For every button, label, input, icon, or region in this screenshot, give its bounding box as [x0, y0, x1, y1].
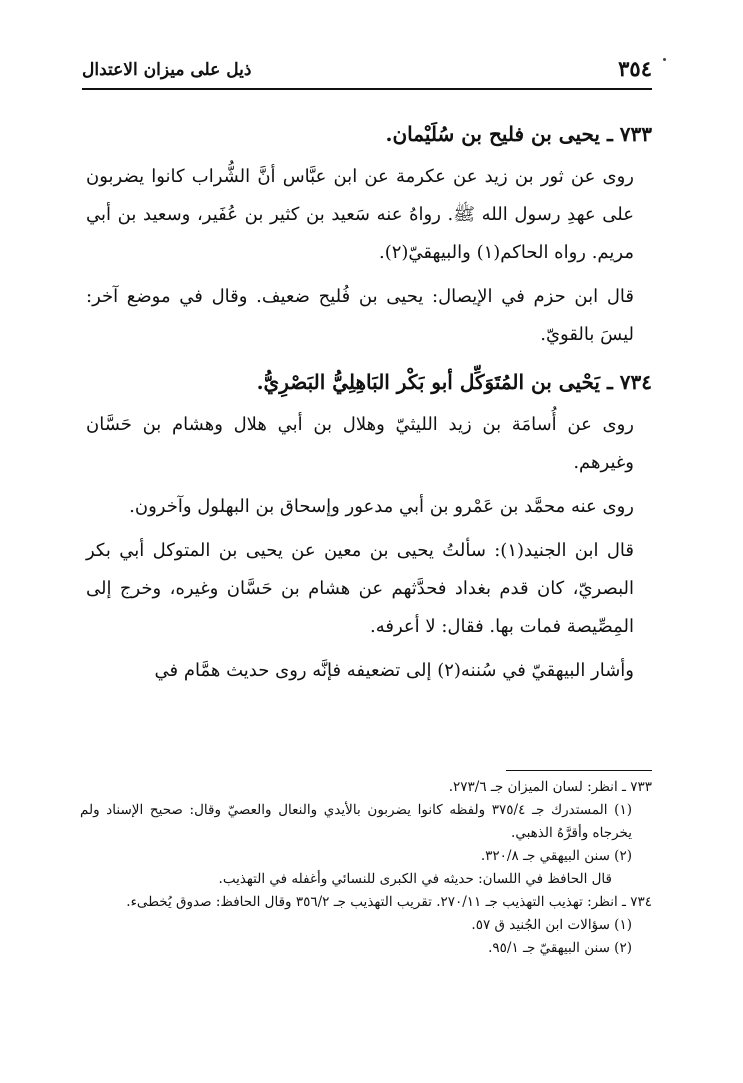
- running-header-title: ذيل على ميزان الاعتدال: [82, 60, 252, 80]
- entry-733-paragraph-1: روى عن ثور بن زيد عن عكرمة عن ابن عبَّاس أنَّ الشُّراب كانوا يضربون على عهدِ رسول الله ﷺ. رواهُ عنه سَعيد بن كثير بن عُفَير، وسعيد بن أبي مريم. رواه الحاكم(١) والبيهقيّ(٢).: [86, 166, 634, 263]
- entry-734-paragraph-4: وأشار البيهقيّ في سُننه(٢) إلى تضعيفه فإنَّه روى حديث همَّام في: [154, 660, 634, 681]
- header-rule: [82, 88, 652, 90]
- stray-ink-mark: [663, 58, 666, 61]
- entry-733-paragraph-2: قال ابن حزم في الإيصال: يحيى بن فُليح ضعيف. وقال في موضع آخر: ليسَ بالقويّ.: [86, 286, 634, 345]
- footnote-734-1: (١) سؤالات ابن الجُنيد ق ٥٧.: [471, 917, 632, 933]
- running-header: [82, 56, 652, 86]
- entry-734-paragraph-2: روى عنه محمَّد بن عَمْرو بن أبي مدعور وإسحاق بن البهلول وآخرون.: [129, 496, 634, 517]
- footnote-734-source: ٧٣٤ ـ انظر: تهذيب التهذيب جـ ٢٧٠/١١. تقريب التهذيب جـ ٣٥٦/٢ وقال الحافظ: صدوق يُخطىء.: [126, 894, 652, 910]
- main-text: [86, 112, 652, 696]
- footnote-733-1: (١) المستدرك جـ ٣٧٥/٤ ولفظه كانوا يضربون بالأيدي والنعال والعصيّ وقال: صحيح الإسناد ولم يخرجاه وأقرَّهُ الذهبي.: [80, 802, 632, 841]
- entry-734-paragraph-3: قال ابن الجنيد(١): سألتُ يحيى بن معين عن يحيى بن المتوكل أبي بكر البصريّ، كان قدم بغداد فحدَّثهم عن هشام بن حَسَّان وغيره، وخرج إلى المِصِّيصة فمات بها. فقال: لا أعرفه.: [86, 540, 635, 637]
- entry-734-paragraph-1: روى عن أُسامَة بن زيد الليثيّ وهلال بن أبي هلال وهشام بن حَسَّان وغيرهم.: [86, 414, 634, 473]
- footnote-733-source: ٧٣٣ ـ انظر: لسان الميزان جـ ٢٧٣/٦.: [448, 779, 652, 795]
- footnote-734-2: (٢) سنن البيهقيّ جـ ٩٥/١.: [488, 940, 632, 956]
- entry-734-title: ٧٣٤ ـ يَحْيى بن المُتَوَكِّل أبو بَكْر البَاهِلِيُّ البَصْرِيُّ.: [256, 370, 652, 394]
- entry-733-title: ٧٣٣ ـ يحيى بن فليح بن سُلَيْمان.: [385, 122, 652, 146]
- footnote-separator: [506, 770, 652, 771]
- page-number: ٣٥٤: [618, 56, 652, 81]
- footnote-733-note: قال الحافظ في اللسان: حديثه في الكبرى للنسائي وأغفله في التهذيب.: [218, 871, 612, 887]
- footnote-733-2: (٢) سنن البيهقي جـ ٣٢٠/٨.: [480, 848, 632, 864]
- footnotes: [80, 776, 652, 960]
